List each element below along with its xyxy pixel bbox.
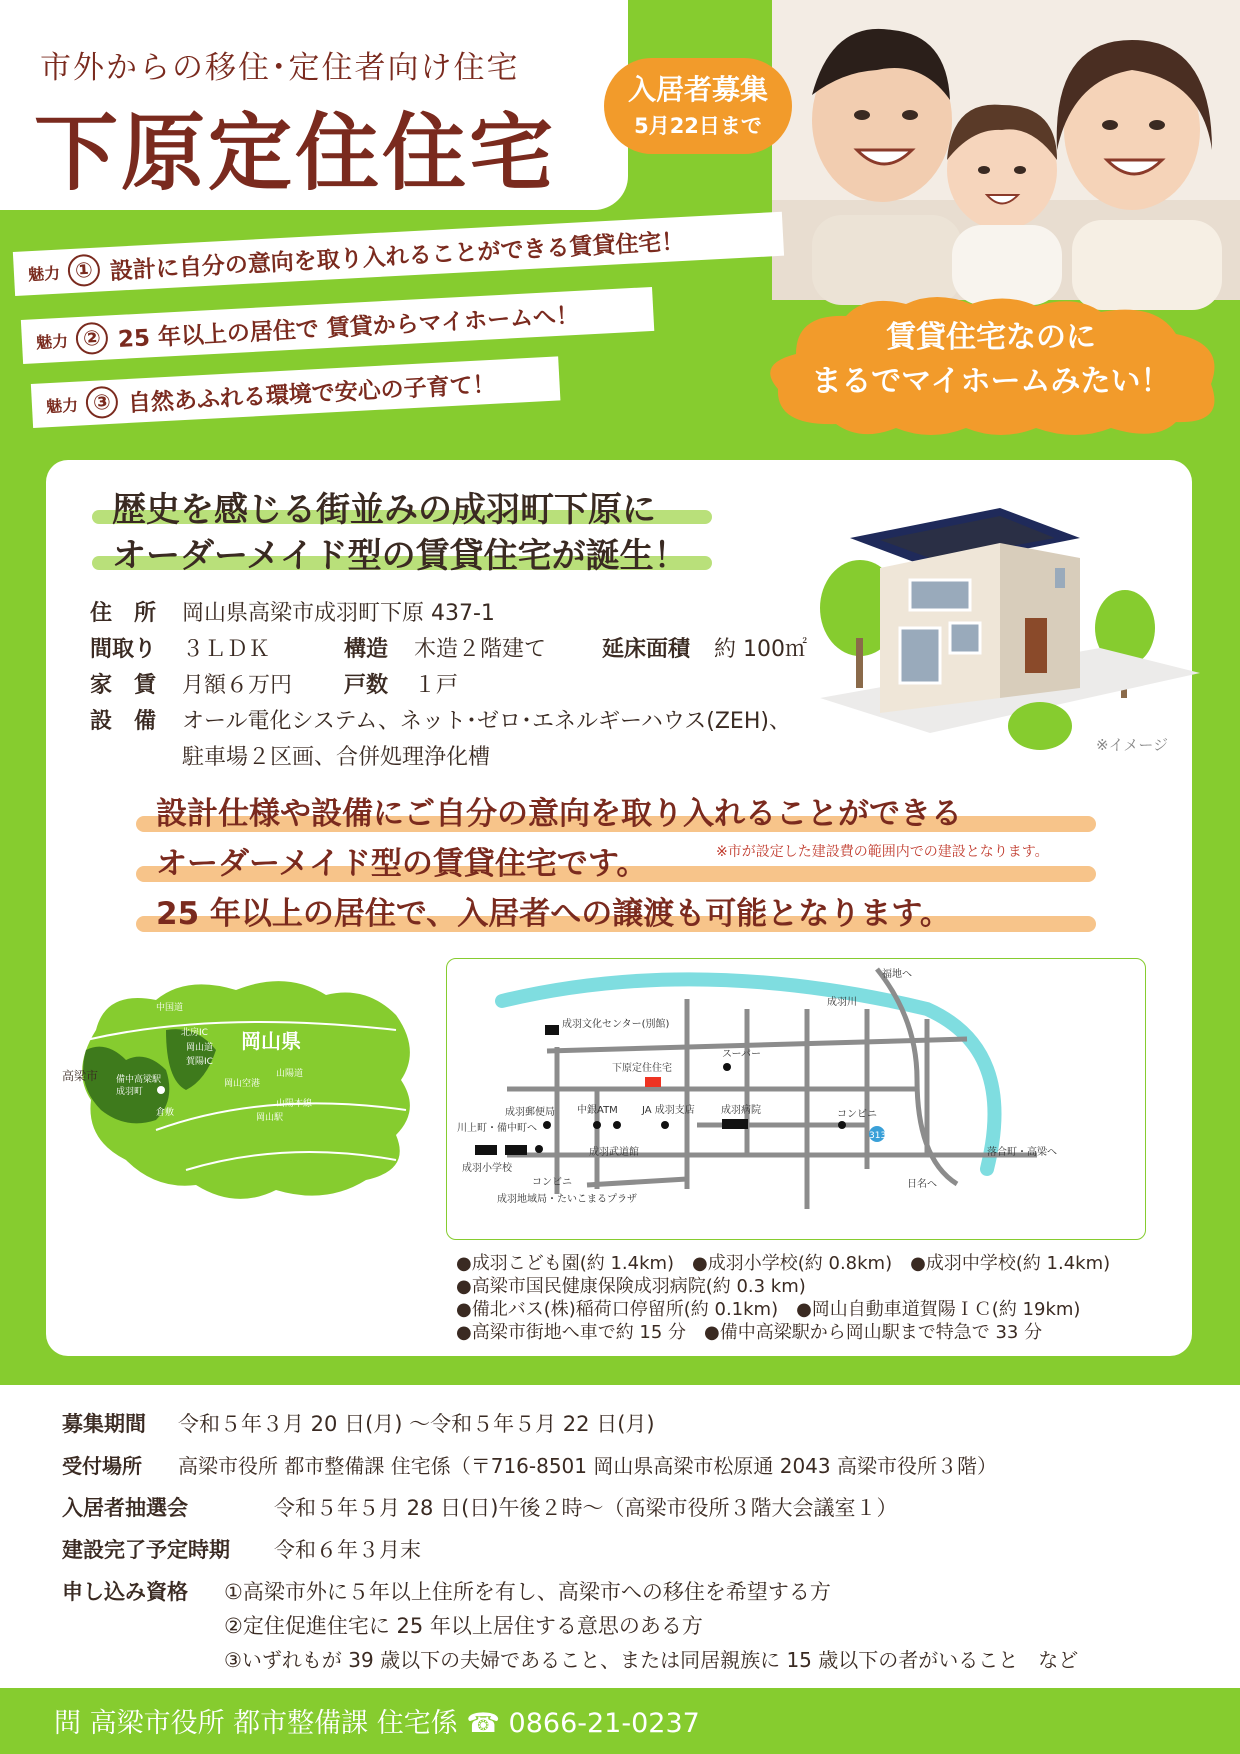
point-tag: 魅力 — [35, 331, 69, 352]
layout-value: ３ＬＤＫ — [182, 637, 271, 662]
units-label: 戸数 — [344, 673, 389, 698]
city-label: 岡山駅 — [256, 1113, 284, 1123]
post-office-label: 成羽郵便局 — [505, 1107, 555, 1118]
period-label: 募集期間 — [62, 1412, 146, 1436]
family-photo — [772, 0, 1240, 300]
structure-label: 構造 — [344, 637, 389, 662]
hospital-label: 成羽病院 — [721, 1105, 761, 1116]
info-equipment — [90, 704, 791, 735]
convenience-label: コンビニ — [532, 1177, 572, 1188]
city-label: 高梁市 — [62, 1069, 99, 1083]
cloud-text — [756, 316, 1226, 404]
message-line-1: 設計仕様や設備にご自分の意向を取り入れることができる — [156, 796, 962, 832]
completion-label: 建設完了予定時期 — [62, 1538, 230, 1562]
city-label: 倉敷 — [156, 1108, 175, 1118]
point-number: ② — [75, 322, 109, 356]
route-label: 313 — [869, 1131, 887, 1141]
office-value: 高梁市役所 都市整備課 住宅係（〒716-8501 岡山県高梁市松原通 2043 高梁市役所３階） — [178, 1454, 997, 1478]
completion-value: 令和６年３月末 — [274, 1538, 421, 1562]
equipment-value-2: 駐車場２区画、合併処理浄化槽 — [182, 745, 491, 770]
period-row — [62, 1408, 655, 1438]
north-label: 福地へ — [882, 969, 912, 980]
cloud-line-2: まるでマイホームみたい！ — [811, 364, 1171, 399]
east-label: 落合町・高梁へ — [987, 1147, 1057, 1158]
west-label: 川上町・備中町へ — [457, 1123, 537, 1134]
road-label: 岡山道 — [186, 1043, 214, 1053]
lottery-value: 令和５年５月 28 日(日)午後２時～（高梁市役所３階大会議室１） — [274, 1496, 898, 1520]
airport-label: 岡山空港 — [224, 1079, 261, 1089]
badge-deadline: 5月22日まで — [634, 114, 762, 138]
office-label: 受付場所 — [62, 1454, 142, 1478]
contact-text: 問 高梁市役所 都市整備課 住宅係 ☎ 0866-21-0237 — [54, 1708, 700, 1739]
facility-line-1: ●成羽こども園(約 1.4km) ●成羽小学校(約 0.8km) ●成羽中学校(約 1.4km) — [456, 1253, 1111, 1274]
facility-line-2: ●高梁市国民健康保険成羽病院(約 0.3 km) — [456, 1276, 806, 1297]
cloud-line-1: 賃貸住宅なのに — [886, 320, 1096, 355]
info-rent — [90, 668, 458, 699]
ja-label: JA 成羽支店 — [642, 1105, 695, 1116]
address-label: 住 所 — [90, 601, 157, 626]
recruitment-badge — [604, 58, 792, 154]
rent-value: 月額６万円 — [182, 673, 293, 698]
road-label: 中国道 — [156, 1003, 184, 1013]
completion-row — [62, 1534, 421, 1564]
area-label: 延床面積 — [602, 637, 691, 662]
page-title: 下原定住住宅 — [34, 104, 557, 202]
rail-label: 山陽本線 — [276, 1099, 313, 1109]
qualification-1: ①高梁市外に５年以上住所を有し、高梁市への移住を希望する方 — [224, 1580, 831, 1604]
prefecture-label: 岡山県 — [241, 1029, 301, 1053]
qualification-row — [62, 1576, 831, 1606]
qualification-3: ③いずれもが 39 歳以下の夫婦であること、または同居親族に 15 歳以下の者がいること など — [224, 1648, 1079, 1672]
cost-note: ※市が設定した建設費の範囲内での建設となります。 — [716, 844, 1049, 860]
lottery-row — [62, 1492, 897, 1522]
ic-label: 北房IC — [181, 1028, 208, 1038]
subtitle: 市外からの移住･定住者向け住宅 — [40, 50, 520, 86]
badge-title: 入居者募集 — [627, 73, 768, 106]
point-tag: 魅力 — [45, 395, 79, 416]
plaza-label: 成羽地域局・たいこまるプラザ — [497, 1194, 637, 1205]
site-label: 下原定住住宅 — [612, 1063, 672, 1074]
area-map — [446, 958, 1146, 1240]
ic-label: 賀陽IC — [186, 1057, 213, 1067]
convenience-label: コンビニ — [837, 1109, 877, 1120]
point-text: 25 年以上の居住で 賃貸からマイホームへ！ — [117, 302, 580, 353]
info-address — [90, 596, 495, 627]
point-number: ③ — [85, 386, 119, 420]
equipment-value-1: オール電化システム、ネット･ゼロ･エネルギーハウス(ZEH)、 — [182, 709, 791, 734]
headline-line-2: オーダーメイド型の賃貸住宅が誕生！ — [112, 536, 688, 576]
prefecture-map — [62, 970, 426, 1210]
station-label: 備中高梁駅 — [116, 1075, 162, 1085]
period-value: 令和５年３月 20 日(月) ～令和５年５月 22 日(月) — [178, 1412, 655, 1436]
info-layout — [90, 632, 807, 663]
rent-label: 家 賃 — [90, 673, 157, 698]
point-text: 自然あふれる環境で安心の子育て！ — [127, 371, 497, 417]
qualification-label: 申し込み資格 — [62, 1580, 188, 1604]
facility-line-3: ●備北バス(株)稲荷口停留所(約 0.1km) ●岡山自動車道賀陽ＩＣ(約 19km) — [456, 1299, 1081, 1320]
message-line-2: オーダーメイド型の賃貸住宅です。 — [156, 846, 648, 882]
qualification-2: ②定住促進住宅に 25 年以上居住する意思のある方 — [224, 1614, 703, 1638]
town-label: 成羽町 — [116, 1087, 144, 1097]
area-value: 約 100㎡ — [714, 637, 807, 662]
equipment-label: 設 備 — [90, 709, 157, 734]
budokan-label: 成羽武道館 — [589, 1147, 639, 1158]
supermarket-label: スーパー — [722, 1049, 761, 1060]
culture-center-label: 成羽文化センター(別館) — [562, 1019, 670, 1030]
lottery-label: 入居者抽選会 — [62, 1496, 188, 1520]
headline-line-1: 歴史を感じる街並みの成羽町下原に — [112, 490, 656, 530]
point-text: 設計に自分の意向を取り入れることができる賃貸住宅！ — [109, 228, 685, 285]
structure-value: 木造２階建て — [414, 637, 547, 662]
south-label: 日名へ — [907, 1179, 937, 1190]
office-row — [62, 1450, 997, 1479]
river-label: 成羽川 — [827, 997, 857, 1008]
point-number: ① — [67, 254, 101, 288]
message-line-3: 25 年以上の居住で、入居者への譲渡も可能となります。 — [156, 896, 951, 932]
address-value: 岡山県高梁市成羽町下原 437-1 — [182, 601, 495, 626]
school-label: 成羽小学校 — [462, 1163, 512, 1174]
facility-line-4: ●高梁市街地へ車で約 15 分 ●備中高梁駅から岡山駅まで特急で 33 分 — [456, 1322, 1043, 1343]
atm-label: 中銀ATM — [577, 1105, 618, 1116]
road-label: 山陽道 — [276, 1069, 304, 1079]
image-note: ※イメージ — [1096, 736, 1169, 754]
units-value: １戸 — [414, 673, 459, 698]
point-tag: 魅力 — [27, 263, 61, 284]
house-illustration — [800, 498, 1200, 750]
layout-label: 間取り — [90, 637, 157, 662]
